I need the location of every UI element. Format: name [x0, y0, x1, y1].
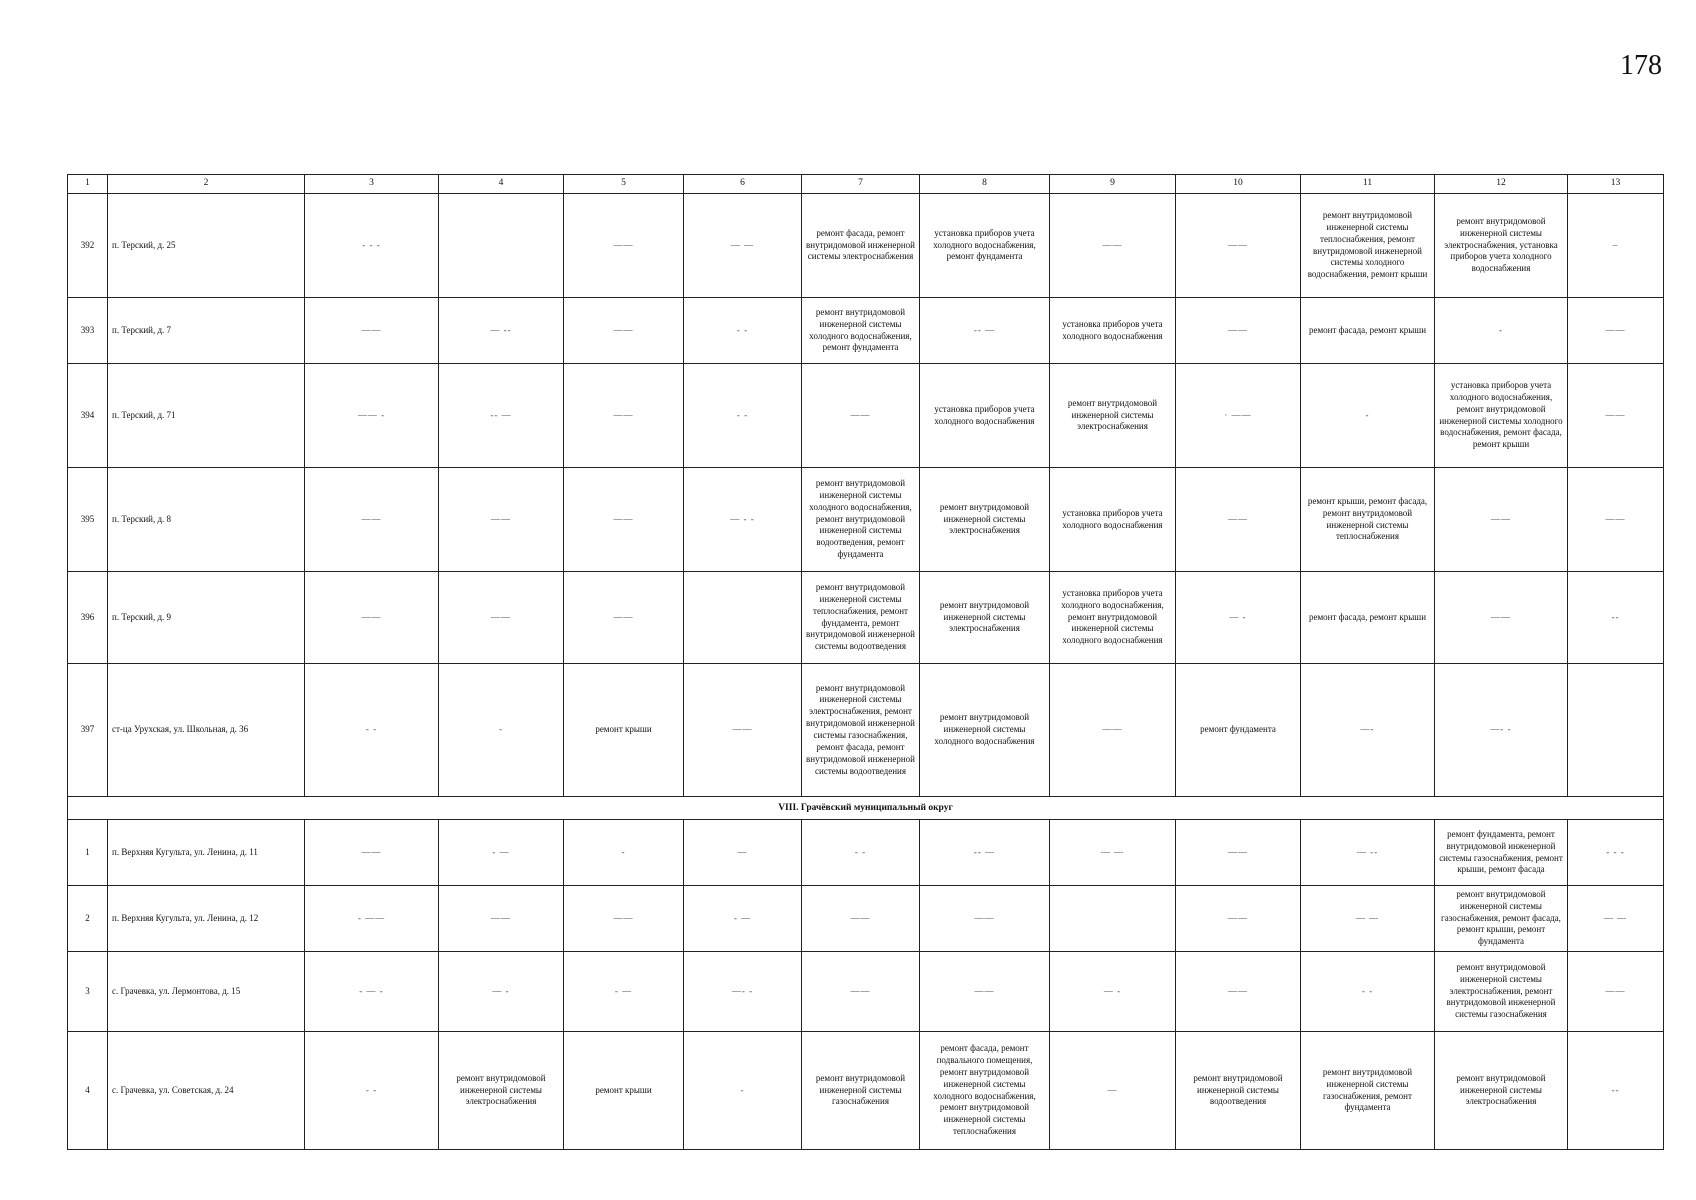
cell-c12: ——	[1435, 572, 1568, 664]
cell-c12: ремонт внутридомовой инженерной системы электроснабжения, установка приборов учета холодного водоснабжения	[1435, 194, 1568, 298]
address-cell: п. Терский, д. 9	[108, 572, 305, 664]
cell-c11: - -	[1301, 952, 1435, 1032]
cell-c13: - - -	[1568, 820, 1664, 886]
cell-c6: - —	[684, 886, 802, 952]
cell-c4: ремонт внутридомовой инженерной системы электроснабжения	[439, 1032, 564, 1150]
cell-c7: ——	[802, 886, 920, 952]
cell-c8: установка приборов учета холодного водоснабжения, ремонт фундамента	[920, 194, 1050, 298]
cell-c7: ремонт внутридомовой инженерной системы электроснабжения, ремонт внутридомовой инженерной системы газоснабжения, ремонт фасада, ремонт внутридомовой инженерной системы водоотведения	[802, 664, 920, 797]
address-cell: с. Грачевка, ул. Советская, д. 24	[108, 1032, 305, 1150]
row-number: 395	[68, 468, 108, 572]
cell-c10: ——	[1176, 886, 1301, 952]
cell-c7: ремонт фасада, ремонт внутридомовой инженерной системы электроснабжения	[802, 194, 920, 298]
cell-c6: —	[684, 820, 802, 886]
cell-c7: ремонт внутридомовой инженерной системы газоснабжения	[802, 1032, 920, 1150]
cell-c4	[439, 194, 564, 298]
address-cell: п. Терский, д. 8	[108, 468, 305, 572]
section-title: VIII. Грачёвский муниципальный округ	[68, 797, 1664, 820]
cell-c5: ——	[564, 298, 684, 364]
cell-c7: ремонт внутридомовой инженерной системы теплоснабжения, ремонт фундамента, ремонт внутридомовой инженерной системы водоотведения	[802, 572, 920, 664]
repair-schedule-table	[67, 174, 1664, 1150]
cell-c10: ремонт внутридомовой инженерной системы водоотведения	[1176, 1032, 1301, 1150]
cell-c5: ——	[564, 468, 684, 572]
row-number: 4	[68, 1032, 108, 1150]
cell-c4: — --	[439, 298, 564, 364]
cell-c11: — --	[1301, 820, 1435, 886]
page-number: 178	[1620, 50, 1662, 81]
table-body	[68, 175, 1664, 1150]
cell-c13: ——	[1568, 952, 1664, 1032]
cell-c7: ——	[802, 952, 920, 1032]
column-number: 3	[305, 175, 439, 194]
cell-c3: ——	[305, 572, 439, 664]
address-cell: п. Терский, д. 7	[108, 298, 305, 364]
cell-c12: ремонт внутридомовой инженерной системы электроснабжения, ремонт внутридомовой инженерной системы газоснабжения	[1435, 952, 1568, 1032]
address-cell: п. Терский, д. 71	[108, 364, 305, 468]
cell-c6: —- -	[684, 952, 802, 1032]
cell-c11: — —	[1301, 886, 1435, 952]
address-cell: п. Терский, д. 25	[108, 194, 305, 298]
cell-c9: —	[1050, 1032, 1176, 1150]
cell-c8: -- —	[920, 820, 1050, 886]
column-number: 7	[802, 175, 920, 194]
cell-c8: ——	[920, 952, 1050, 1032]
cell-c12: ремонт фундамента, ремонт внутридомовой инженерной системы газоснабжения, ремонт крыши, ремонт фасада	[1435, 820, 1568, 886]
table-row	[68, 298, 1664, 364]
table-row	[68, 820, 1664, 886]
cell-c13: ——	[1568, 298, 1664, 364]
column-number: 6	[684, 175, 802, 194]
row-number: 1	[68, 820, 108, 886]
cell-c3: - ——	[305, 886, 439, 952]
cell-c9: установка приборов учета холодного водоснабжения	[1050, 298, 1176, 364]
cell-c3: ——	[305, 298, 439, 364]
cell-c8: ремонт внутридомовой инженерной системы электроснабжения	[920, 572, 1050, 664]
cell-c10: · ——	[1176, 364, 1301, 468]
cell-c5: ——	[564, 886, 684, 952]
cell-c4: -	[439, 664, 564, 797]
cell-c8: ремонт внутридомовой инженерной системы холодного водоснабжения	[920, 664, 1050, 797]
row-number: 2	[68, 886, 108, 952]
address-cell: п. Верхняя Кугульта, ул. Ленина, д. 12	[108, 886, 305, 952]
cell-c13: ——	[1568, 468, 1664, 572]
cell-c6: - -	[684, 298, 802, 364]
cell-c9: ремонт внутридомовой инженерной системы электроснабжения	[1050, 364, 1176, 468]
table-row	[68, 886, 1664, 952]
cell-c12: -	[1435, 298, 1568, 364]
cell-c7: ремонт внутридомовой инженерной системы холодного водоснабжения, ремонт фундамента	[802, 298, 920, 364]
cell-c3: —— -	[305, 364, 439, 468]
cell-c3: - -	[305, 1032, 439, 1150]
column-number: 11	[1301, 175, 1435, 194]
cell-c11: ремонт внутридомовой инженерной системы газоснабжения, ремонт фундамента	[1301, 1032, 1435, 1150]
cell-c5: ——	[564, 364, 684, 468]
cell-c9: — —	[1050, 820, 1176, 886]
cell-c12: ремонт внутридомовой инженерной системы электроснабжения	[1435, 1032, 1568, 1150]
cell-c10: ——	[1176, 194, 1301, 298]
cell-c12: ремонт внутридомовой инженерной системы газоснабжения, ремонт фасада, ремонт крыши, ремонт фундамента	[1435, 886, 1568, 952]
cell-c8: ——	[920, 886, 1050, 952]
column-number: 2	[108, 175, 305, 194]
cell-c7: - -	[802, 820, 920, 886]
cell-c6: ——	[684, 664, 802, 797]
cell-c4: — -	[439, 952, 564, 1032]
column-number: 13	[1568, 175, 1664, 194]
cell-c3: ——	[305, 468, 439, 572]
cell-c7: ремонт внутридомовой инженерной системы холодного водоснабжения, ремонт внутридомовой инженерной системы водоотведения, ремонт фундамента	[802, 468, 920, 572]
cell-c11: ремонт внутридомовой инженерной системы теплоснабжения, ремонт внутридомовой инженерной системы холодного водоснабжения, ремонт крыши	[1301, 194, 1435, 298]
row-number: 3	[68, 952, 108, 1032]
column-number: 5	[564, 175, 684, 194]
column-number: 10	[1176, 175, 1301, 194]
row-number: 393	[68, 298, 108, 364]
cell-c10: — -	[1176, 572, 1301, 664]
column-number: 8	[920, 175, 1050, 194]
cell-c13	[1568, 664, 1664, 797]
cell-c13: --	[1568, 572, 1664, 664]
cell-c6: — —	[684, 194, 802, 298]
cell-c9: установка приборов учета холодного водоснабжения, ремонт внутридомовой инженерной системы холодного водоснабжения	[1050, 572, 1176, 664]
cell-c8: ремонт внутридомовой инженерной системы электроснабжения	[920, 468, 1050, 572]
table-row	[68, 952, 1664, 1032]
cell-c11: ремонт фасада, ремонт крыши	[1301, 572, 1435, 664]
section-header-row	[68, 797, 1664, 820]
row-number: 396	[68, 572, 108, 664]
column-number: 9	[1050, 175, 1176, 194]
cell-c8: -- —	[920, 298, 1050, 364]
cell-c13: — —	[1568, 886, 1664, 952]
cell-c10: ——	[1176, 952, 1301, 1032]
row-number: 397	[68, 664, 108, 797]
cell-c9: установка приборов учета холодного водоснабжения	[1050, 468, 1176, 572]
cell-c11: -	[1301, 364, 1435, 468]
row-number: 394	[68, 364, 108, 468]
address-cell: ст-ца Урухская, ул. Школьная, д. 36	[108, 664, 305, 797]
table-row	[68, 572, 1664, 664]
address-cell: с. Грачевка, ул. Лермонтова, д. 15	[108, 952, 305, 1032]
table-row	[68, 1032, 1664, 1150]
cell-c3: - — -	[305, 952, 439, 1032]
cell-c11: ремонт крыши, ремонт фасада, ремонт внутридомовой инженерной системы теплоснабжения	[1301, 468, 1435, 572]
cell-c9: — -	[1050, 952, 1176, 1032]
cell-c6: -	[684, 1032, 802, 1150]
cell-c10: ——	[1176, 298, 1301, 364]
cell-c11: ремонт фасада, ремонт крыши	[1301, 298, 1435, 364]
cell-c12: установка приборов учета холодного водоснабжения, ремонт внутридомовой инженерной системы холодного водоснабжения, ремонт фасада, ремонт крыши	[1435, 364, 1568, 468]
cell-c12: —- -	[1435, 664, 1568, 797]
cell-c5: -	[564, 820, 684, 886]
cell-c9	[1050, 886, 1176, 952]
cell-c4: ——	[439, 572, 564, 664]
address-cell: п. Верхняя Кугульта, ул. Ленина, д. 11	[108, 820, 305, 886]
cell-c9: ——	[1050, 194, 1176, 298]
cell-c5: ——	[564, 194, 684, 298]
table-row	[68, 468, 1664, 572]
cell-c4: -- —	[439, 364, 564, 468]
cell-c8: ремонт фасада, ремонт подвального помещения, ремонт внутридомовой инженерной системы холодного водоснабжения, ремонт внутридомовой инженерной системы теплоснабжения	[920, 1032, 1050, 1150]
cell-c10: ремонт фундамента	[1176, 664, 1301, 797]
cell-c9: ——	[1050, 664, 1176, 797]
cell-c7: ——	[802, 364, 920, 468]
cell-c5: ремонт крыши	[564, 664, 684, 797]
table-row	[68, 364, 1664, 468]
column-number: 12	[1435, 175, 1568, 194]
cell-c4: ——	[439, 886, 564, 952]
cell-c12: ——	[1435, 468, 1568, 572]
cell-c13: –	[1568, 194, 1664, 298]
column-number: 4	[439, 175, 564, 194]
cell-c4: ——	[439, 468, 564, 572]
cell-c5: ——	[564, 572, 684, 664]
column-number-row	[68, 175, 1664, 194]
cell-c13: --	[1568, 1032, 1664, 1150]
cell-c10: ——	[1176, 820, 1301, 886]
cell-c6: - -	[684, 364, 802, 468]
cell-c6: — - -	[684, 468, 802, 572]
cell-c10: ——	[1176, 468, 1301, 572]
column-number: 1	[68, 175, 108, 194]
cell-c3: ——	[305, 820, 439, 886]
cell-c4: - —	[439, 820, 564, 886]
cell-c3: - - -	[305, 194, 439, 298]
cell-c6	[684, 572, 802, 664]
cell-c8: установка приборов учета холодного водоснабжения	[920, 364, 1050, 468]
cell-c13: ——	[1568, 364, 1664, 468]
cell-c11: —-	[1301, 664, 1435, 797]
table-row	[68, 664, 1664, 797]
cell-c3: - -	[305, 664, 439, 797]
cell-c5: ремонт крыши	[564, 1032, 684, 1150]
table-row	[68, 194, 1664, 298]
row-number: 392	[68, 194, 108, 298]
cell-c5: - —	[564, 952, 684, 1032]
